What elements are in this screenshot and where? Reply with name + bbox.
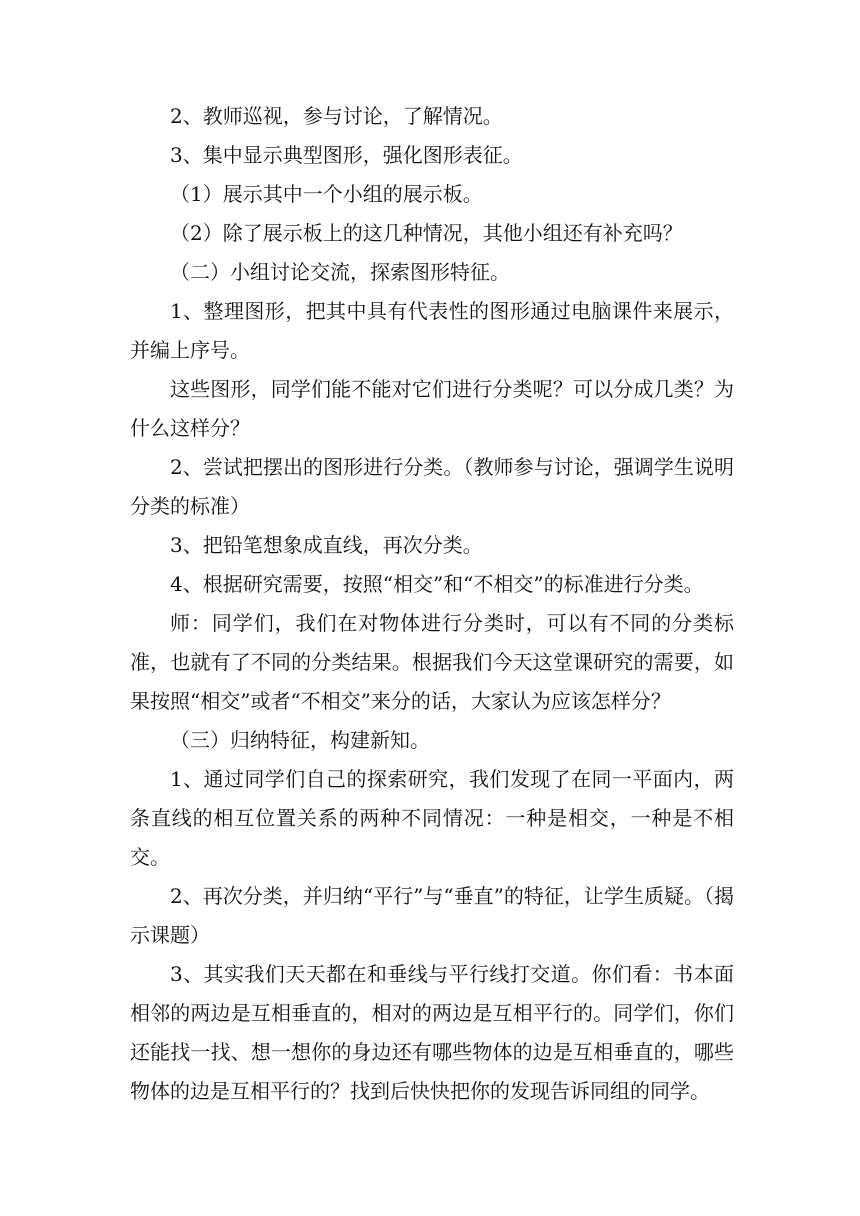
paragraph-parallel-perpendicular: 2、再次分类，并归纳“平行”与“垂直”的特征，让学生质疑。（揭示课题） (130, 884, 734, 947)
paragraph-try-classify: 2、尝试把摆出的图形进行分类。（教师参与讨论，强调学生说明分类的标准） (130, 455, 734, 518)
paragraph-teacher-speech: 师：同学们，我们在对物体进行分类时，可以有不同的分类标准，也就有了不同的分类结果。根据我们今天这堂课研究的需要，如果按照“相交”或者“不相交”来分的话，大家认为应该怎样分？ (130, 611, 734, 713)
paragraph-classify-question: 这些图形，同学们能不能对它们进行分类呢？可以分成几类？为什么这样分？ (130, 377, 734, 440)
paragraph-show-board: （1）展示其中一个小组的展示板。 (170, 182, 483, 206)
paragraph-other-groups: （2）除了展示板上的这几种情况，其他小组还有补充吗？ (170, 221, 683, 245)
paragraph-organize-figures: 1、整理图形，把其中具有代表性的图形通过电脑课件来展示，并编上序号。 (130, 299, 734, 362)
paragraph-show-typical-figures: 3、集中显示典型图形，强化图形表征。 (170, 143, 523, 167)
paragraph-everyday-lines: 3、其实我们天天都在和垂线与平行线打交道。你们看：书本面相邻的两边是互相垂直的，相对的两边是互相平行的。同学们，你们还能找一找、想一想你的身边还有哪些物体的边是互相垂直的，哪些物体的边是互相平行的？找到后快快把你的发现告诉同组的同学。 (130, 962, 734, 1103)
paragraph-pencil-as-line: 3、把铅笔想象成直线，再次分类。 (170, 533, 483, 557)
document-page (130, 97, 734, 1111)
paragraph-two-cases: 1、通过同学们自己的探索研究，我们发现了在同一平面内，两条直线的相互位置关系的两种不同情况：一种是相交，一种是不相交。 (130, 767, 734, 869)
section-heading-2: （二）小组讨论交流，探索图形特征。 (170, 260, 510, 284)
paragraph-teacher-patrol: 2、教师巡视，参与讨论，了解情况。 (170, 104, 503, 128)
section-heading-3: （三）归纳特征，构建新知。 (170, 728, 430, 752)
paragraph-intersect-standard: 4、根据研究需要，按照“相交”和“不相交”的标准进行分类。 (170, 572, 704, 596)
